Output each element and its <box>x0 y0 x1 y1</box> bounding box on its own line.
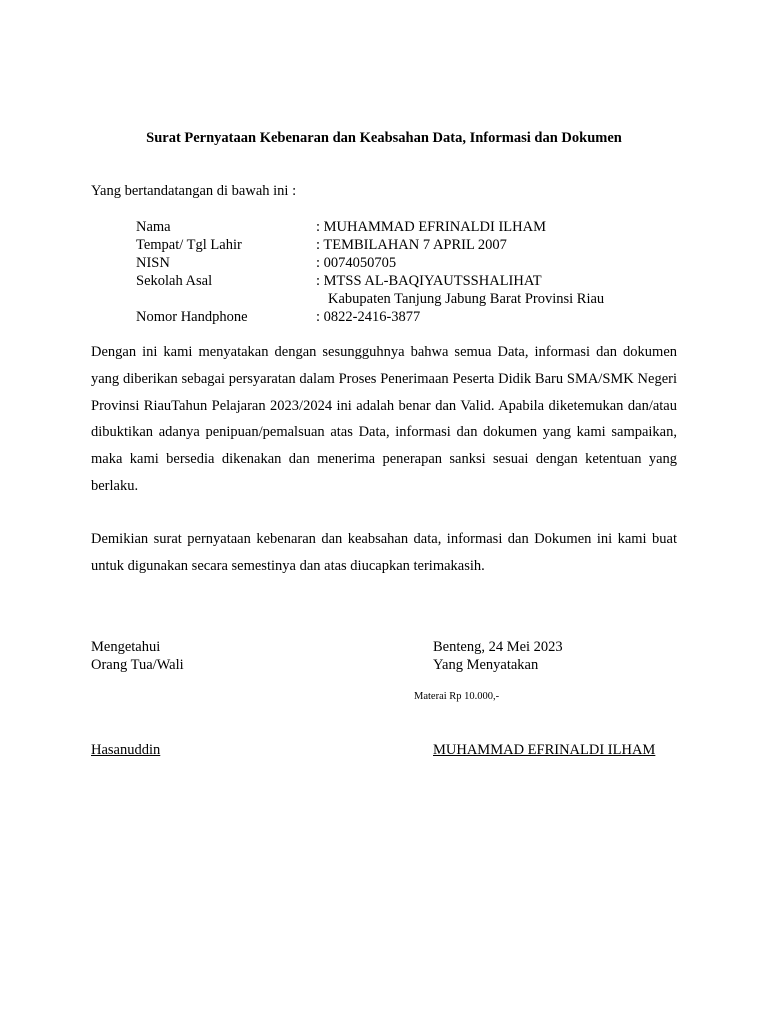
field-value-nama: : MUHAMMAD EFRINALDI ILHAM <box>316 219 546 235</box>
closing-paragraph: Demikian surat pernyataan kebenaran dan keabsahan data, informasi dan Dokumen ini kami buat untuk digunakan secara semestinya dan atas diucapkan terimakasih. <box>91 531 677 574</box>
field-value-sekolah: : MTSS AL-BAQIYAUTSSHALIHAT <box>316 273 542 289</box>
field-label-handphone: Nomor Handphone <box>136 309 248 325</box>
signature-left-heading: Mengetahui <box>91 639 161 655</box>
field-label-ttl: Tempat/ Tgl Lahir <box>136 237 242 253</box>
statement-paragraph: Dengan ini kami menyatakan dengan sesungguhnya bahwa semua Data, informasi dan dokumen yang diberikan sebagai persyaratan dalam Proses Penerimaan Peserta Didik Baru SMA/SMK Negeri Provinsi RiauTahun Pelajaran 2023/2024 ini adalah benar dan Valid. Apabila diketemukan dan/atau dibuktikan adanya penipuan/pemalsuan atas Data, informasi dan dokumen yang kami sampaikan, maka kami bersedia dikenakan dan menerima penerapan sanksi sesuai dengan ketentuan yang berlaku. <box>91 344 677 494</box>
signature-right-name: MUHAMMAD EFRINALDI ILHAM <box>433 742 656 758</box>
field-value-nisn: : 0074050705 <box>316 255 397 271</box>
signature-left-name: Hasanuddin <box>91 742 161 758</box>
field-value-sekolah-alamat: Kabupaten Tanjung Jabung Barat Provinsi Riau <box>328 291 605 307</box>
signature-right-role: Yang Menyatakan <box>433 657 539 673</box>
signature-left-role: Orang Tua/Wali <box>91 657 184 673</box>
field-value-handphone: : 0822-2416-3877 <box>316 309 421 325</box>
field-value-ttl: : TEMBILAHAN 7 APRIL 2007 <box>316 237 507 253</box>
stamp-duty-note: Materai Rp 10.000,- <box>414 691 500 702</box>
intro-text: Yang bertandatangan di bawah ini : <box>91 183 297 199</box>
field-label-nisn: NISN <box>136 255 170 271</box>
document-title: Surat Pernyataan Kebenaran dan Keabsahan Data, Informasi dan Dokumen <box>146 130 622 146</box>
field-label-nama: Nama <box>136 219 171 235</box>
field-label-sekolah: Sekolah Asal <box>136 273 213 289</box>
signature-place-date: Benteng, 24 Mei 2023 <box>433 639 563 655</box>
